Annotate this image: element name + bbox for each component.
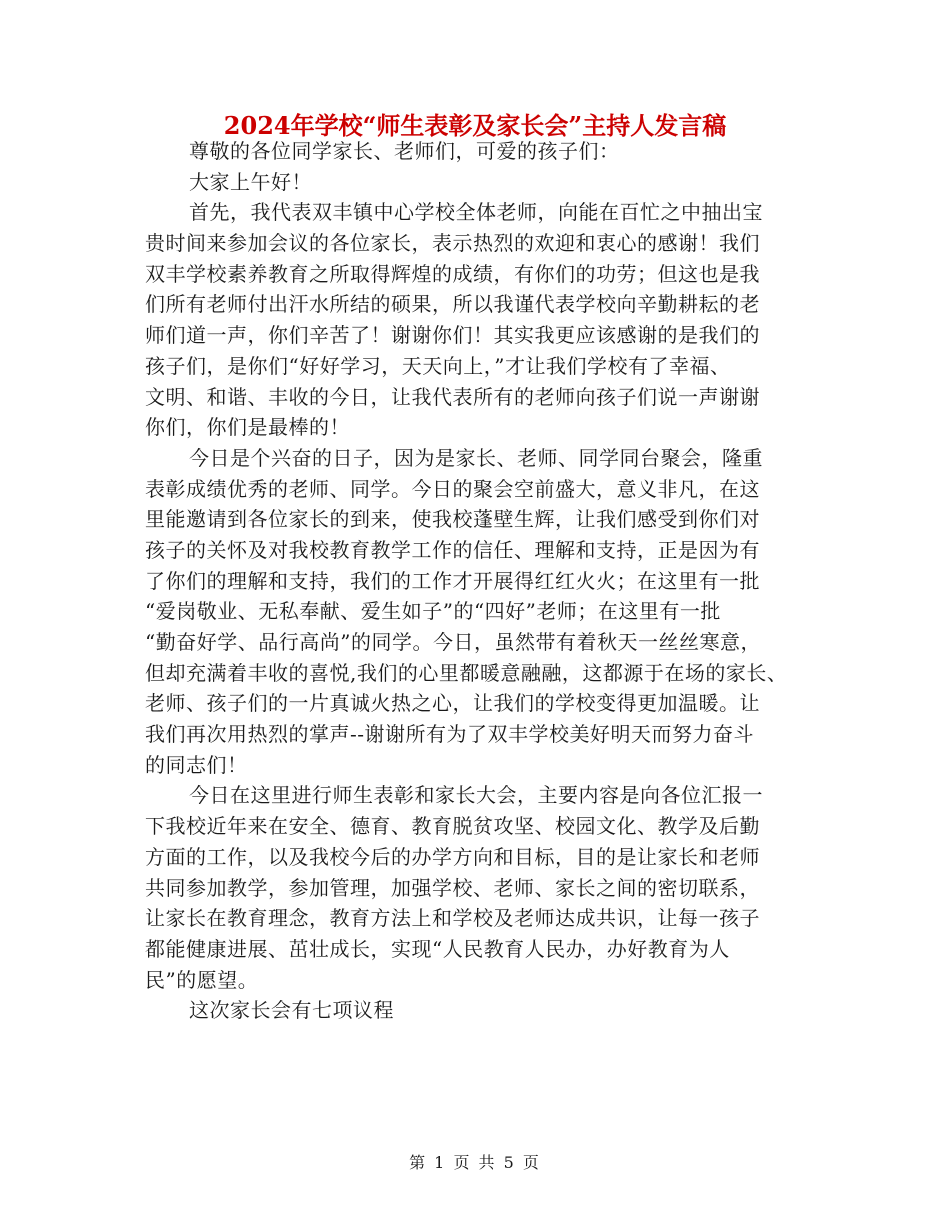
- text-line: 首先，我代表双丰镇中心学校全体老师，向能在百忙之中抽出宝: [189, 200, 763, 225]
- text-line: 的同志们！: [145, 752, 248, 777]
- text-line: 共同参加教学，参加管理，加强学校、老师、家长之间的密切联系，: [145, 875, 760, 900]
- text-line: “勤奋好学、品行高尚”的同学。今日，虽然带有着秋天一丝丝寒意，: [145, 630, 761, 654]
- text-line: 贵时间来参加会议的各位家长，表示热烈的欢迎和衷心的感谢！我们: [145, 231, 760, 256]
- text-line: 文明、和谐、丰收的今日，让我代表所有的老师向孩子们说一声谢谢: [145, 384, 760, 409]
- text-line: 但却充满着丰收的喜悦,我们的心里都暖意融融，这都源于在场的家长、: [145, 660, 788, 685]
- text-line: 你们，你们是最棒的！: [145, 415, 350, 440]
- text-line: 让家长在教育理念，教育方法上和学校及老师达成共识，让每一孩子: [145, 906, 760, 931]
- text-line: 表彰成绩优秀的老师、同学。今日的聚会空前盛大，意义非凡，在这: [145, 476, 760, 501]
- text-line: 老师、孩子们的一片真诚火热之心，让我们的学校变得更加温暖。让: [145, 691, 760, 716]
- text-line: 双丰学校素养教育之所取得辉煌的成绩，有你们的功劳；但这也是我: [145, 261, 760, 286]
- text-line: 师们道一声，你们辛苦了！谢谢你们！其实我更应该感谢的是我们的: [145, 323, 760, 348]
- text-line: 今日在这里进行师生表彰和家长大会，主要内容是向各位汇报一: [189, 783, 763, 808]
- text-line: 孩子的关怀及对我校教育教学工作的信任、理解和支持，正是因为有: [145, 537, 760, 562]
- text-line: 今日是个兴奋的日子，因为是家长、老师、同学同台聚会，隆重: [189, 445, 763, 470]
- text-line: “爱岗敬业、无私奉献、爱生如子”的“四好”老师；在这里有一批: [145, 599, 721, 624]
- text-line: 们所有老师付出汗水所结的硕果，所以我谨代表学校向辛勤耕耘的老: [145, 292, 760, 317]
- text-line: 里能邀请到各位家长的到来，使我校蓬壁生辉，让我们感受到你们对: [145, 507, 760, 532]
- text-line: 下我校近年来在安全、德育、教育脱贫攻坚、校园文化、教学及后勤: [145, 814, 760, 839]
- text-line: 民”的愿望。: [145, 967, 259, 992]
- text-line: 孩子们，是你们“好好学习，天天向上，”才让我们学校有了幸福、: [145, 353, 731, 378]
- text-line: 我们再次用热烈的掌声--谢谢所有为了双丰学校美好明天而努力奋斗: [145, 722, 755, 747]
- text-line: 了你们的理解和支持，我们的工作才开展得红红火火；在这里有一批: [145, 568, 760, 593]
- page-footer: 第 1 页 共 5 页: [409, 1153, 541, 1172]
- text-line: 这次家长会有七项议程: [189, 998, 394, 1023]
- text-line: 大家上午好！: [189, 169, 312, 194]
- text-line: 都能健康进展、茁壮成长，实现“人民教育人民办，办好教育为人: [145, 936, 730, 961]
- text-line: 尊敬的各位同学家长、老师们，可爱的孩子们：: [189, 139, 620, 163]
- document-body: [145, 136, 815, 1026]
- text-line: 方面的工作，以及我校今后的办学方向和目标，目的是让家长和老师: [145, 844, 760, 869]
- document-title: 2024年学校“师生表彰及家长会”主持人发言稿: [223, 111, 727, 140]
